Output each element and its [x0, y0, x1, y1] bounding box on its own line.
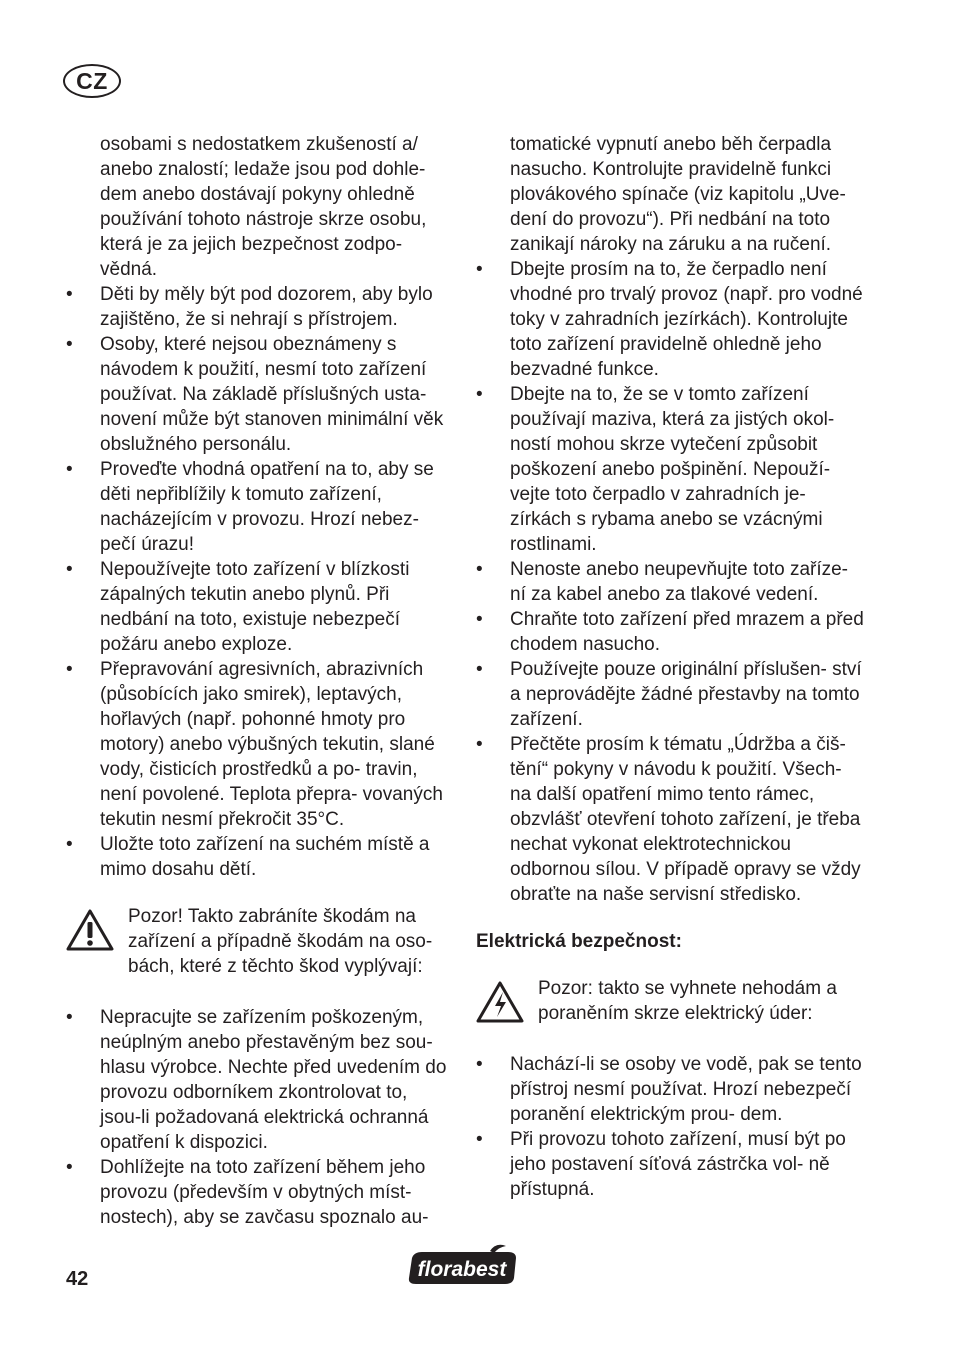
electric-warning-text: Pozor: takto se vyhnete nehodám a poraněním skrze elektrický úder: [538, 978, 837, 1024]
list-item: • Chraňte toto zařízení před mrazem a před chodem nasucho. [476, 607, 864, 657]
list-item: • Děti by měly být pod dozorem, aby bylo zajištěno, že si nehrají s přístrojem. [66, 282, 450, 332]
list-item: • Proveďte vhodná opatření na to, aby se děti nepřiblížily k tomuto zařízení, nacházejícím v provozu. Hrozí nebez- pečí úrazu! [66, 457, 450, 557]
right-bullet-list [476, 257, 864, 907]
list-item: • Dbejte prosím na to, že čerpadlo není vhodné pro trvalý provoz (např. pro vodné toky v zahradních jezírkách). Kontrolujte toto zařízení pravidelně ohledně jeho bezvadné funkce. [476, 257, 864, 382]
left-column [66, 132, 450, 1230]
list-item: • Osoby, které nejsou obeznámeny s návodem k použití, nesmí toto zařízení používat. Na základě příslušných usta- novení může být stanoven minimální věk obslužného personálu. [66, 332, 450, 457]
list-item: • Používejte pouze originální příslušen- ství a neprovádějte žádné přestavby na tomto zařízení. [476, 657, 864, 732]
left-bullet-list-2 [66, 1005, 450, 1230]
right-continuation-text: tomatické vypnutí anebo běh čerpadla nasucho. Kontrolujte pravidelně funkci plovákového spínače (viz kapitolu „Uve- dení do provozu“). Při nedbání na toto zanikají nároky na záruku a na ručení. [510, 134, 846, 255]
language-code: CZ [76, 67, 108, 94]
list-item: • Přečtěte prosím k tématu „Údržba a čiš- tění“ pokyny v návodu k použití. Všech- na další opatření mimo tento rámec, obzvlášť otevření tohoto zařízení, je třeba nechat vykonat elektrotechnickou odbornou sílou. V případě opravy se vždy obraťte na naše servisní středisko. [476, 732, 864, 907]
list-item: • Uložte toto zařízení na suchém místě a mimo dosahu dětí. [66, 832, 450, 882]
list-item: • Přepravování agresivních, abrazivních (působících jako smirek), leptavých, hořlavých (např. pohonné hmoty pro motory) anebo výbušných tekutin, slané vody, čisticích prostředků a po- travin, není povolené. Teplota přepra- vovaných tekutin nesmí překročit 35°C. [66, 657, 450, 832]
list-item: • Dbejte na to, že se v tomto zařízení používají maziva, která za jistých okol- ností mohou skrze vytečení způsobit poškození anebo pošpinění. Nepouží- vejte toto čerpadlo v zahradních je- zírkách s rybama anebo se vzácnými rostlinami. [476, 382, 864, 557]
florabest-logo [404, 1244, 522, 1290]
list-item: • Dohlížejte na toto zařízení během jeho provozu (především v obytných míst- nostech), aby se zavčasu spoznalo au- [66, 1155, 450, 1230]
warning-triangle-lightning-icon [476, 980, 524, 1024]
list-item: • Nepracujte se zařízením poškozeným, neúplným anebo přestavěným bez sou- hlasu výrobce. Nechte před uvedením do provozu odborníkem zkontrolovat to, jsou-li požadovaná elektrická ochranná opatření k dispozici. [66, 1005, 450, 1155]
right-bullet-list-2 [476, 1052, 864, 1202]
left-bullet-list [66, 282, 450, 882]
damage-warning-text: Pozor! Takto zabráníte škodám na zařízení a případně škodám na oso- bách, které z těchto škod vyplývají: [128, 906, 433, 977]
list-item: • Nepoužívejte toto zařízení v blízkosti zápalných tekutin anebo plynů. Při nedbání na toto, existuje nebezpečí požáru anebo exploze. [66, 557, 450, 657]
right-column [476, 132, 864, 1202]
list-item: • Nachází-li se osoby ve vodě, pak se tento přístroj nesmí používat. Hrozí nebezpečí poranění elektrickým prou- dem. [476, 1052, 864, 1127]
section-title-electrical-safety: Elektrická bezpečnost: [476, 931, 682, 952]
warning-triangle-exclamation-icon [66, 908, 114, 952]
page-number: 42 [66, 1268, 89, 1290]
list-item: • Nenoste anebo neupevňujte toto zaříze- ní za kabel anebo za tlakové vedení. [476, 557, 864, 607]
electric-warning-block [476, 976, 864, 1026]
list-item: • Při provozu tohoto zařízení, musí být po jeho postavení síťová zástrčka vol- ně přístupná. [476, 1127, 864, 1202]
logo-text: florabest [417, 1258, 507, 1281]
left-continuation-text: osobami s nedostatkem zkušeností a/ anebo znalostí; ledaže jsou pod dohle- dem anebo dostávají pokyny ohledně používání tohoto nástroje skrze osobu, která je za jejich bezpečnost zodpo- vědná. [100, 134, 427, 280]
damage-warning-block [66, 904, 450, 979]
language-badge [63, 64, 121, 98]
